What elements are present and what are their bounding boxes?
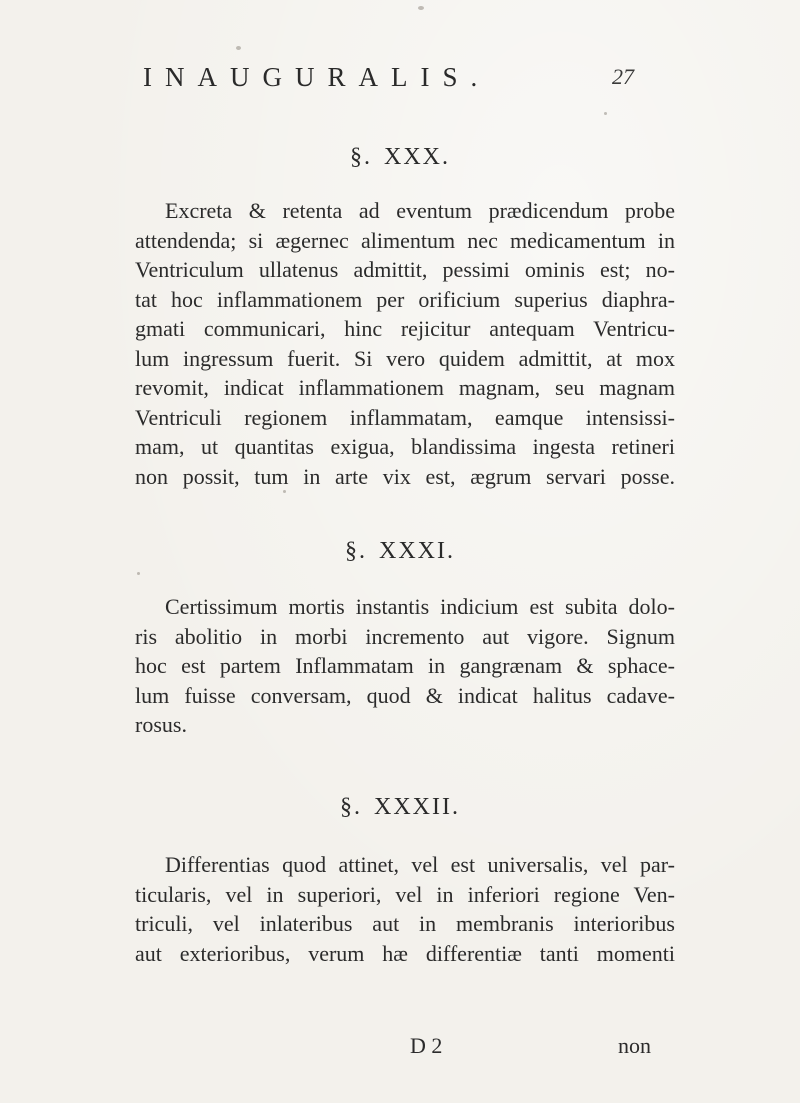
- section-heading-xxxi: [0, 538, 800, 565]
- running-title: INAUGURALIS.: [143, 62, 491, 92]
- paragraph-section-xxx: [135, 196, 675, 491]
- paper-speck: [283, 490, 286, 493]
- text-line: attendenda; si ægernec alimentum nec medicamentum in: [135, 227, 675, 253]
- text-line: Excreta & retenta ad eventum prædicendum probe: [165, 198, 675, 223]
- text-line: triculi, vel inlateribus aut in membranis interioribus: [135, 911, 675, 936]
- paragraph-section-xxxi: [135, 592, 675, 740]
- text-line: lum fuisse conversam, quod & indicat halitus cadave-: [135, 682, 675, 708]
- section-number: XXXII.: [374, 794, 460, 820]
- section-sign: §.: [350, 144, 372, 170]
- signature-mark: D 2: [410, 1033, 443, 1058]
- text-line: Ventriculi regionem inflammatam, eamque intensissi-: [135, 404, 675, 430]
- paragraph-section-xxxii: [135, 850, 675, 968]
- paper-speck: [236, 46, 241, 50]
- text-line: non possit, tum in arte vix est, ægrum servari posse.: [135, 463, 675, 489]
- paper-speck: [418, 6, 424, 10]
- text-line: lum ingressum fuerit. Si vero quidem admittit, at mox: [135, 345, 675, 371]
- text-line: Certissimum mortis instantis indicium est subita dolo-: [165, 594, 675, 619]
- section-heading-xxx: [0, 144, 800, 171]
- text-line: Ventriculum ullatenus admittit, pessimi ominis est; no-: [135, 257, 675, 282]
- paper-speck: [604, 112, 607, 115]
- running-head: [0, 62, 800, 102]
- section-number: XXXI.: [379, 538, 455, 564]
- section-sign: §.: [345, 538, 367, 564]
- text-line: Differentias quod attinet, vel est universalis, vel par-: [165, 852, 675, 877]
- text-line: mam, ut quantitas exigua, blandissima ingesta retineri: [135, 434, 675, 459]
- page-footer: [0, 1033, 800, 1063]
- text-line: tat hoc inflammationem per orificium superius diaphra-: [135, 286, 675, 312]
- section-sign: §.: [340, 794, 362, 820]
- catchword: non: [618, 1033, 651, 1058]
- text-line: rosus.: [135, 712, 187, 737]
- text-line: revomit, indicat inflammationem magnam, seu magnam: [135, 375, 675, 400]
- page-number: 27: [612, 64, 634, 89]
- section-heading-xxxii: [0, 794, 800, 821]
- section-number: XXX.: [384, 144, 450, 170]
- text-line: gmati communicari, hinc rejicitur antequam Ventricu-: [135, 316, 675, 341]
- text-line: aut exterioribus, verum hæ differentiæ tanti momenti: [135, 940, 675, 966]
- text-line: ris abolitio in morbi incremento aut vigore. Signum: [135, 623, 675, 649]
- text-line: hoc est partem Inflammatam in gangrænam & sphace-: [135, 653, 675, 678]
- paper-speck: [137, 572, 140, 575]
- text-line: ticularis, vel in superiori, vel in inferiori regione Ven-: [135, 881, 675, 907]
